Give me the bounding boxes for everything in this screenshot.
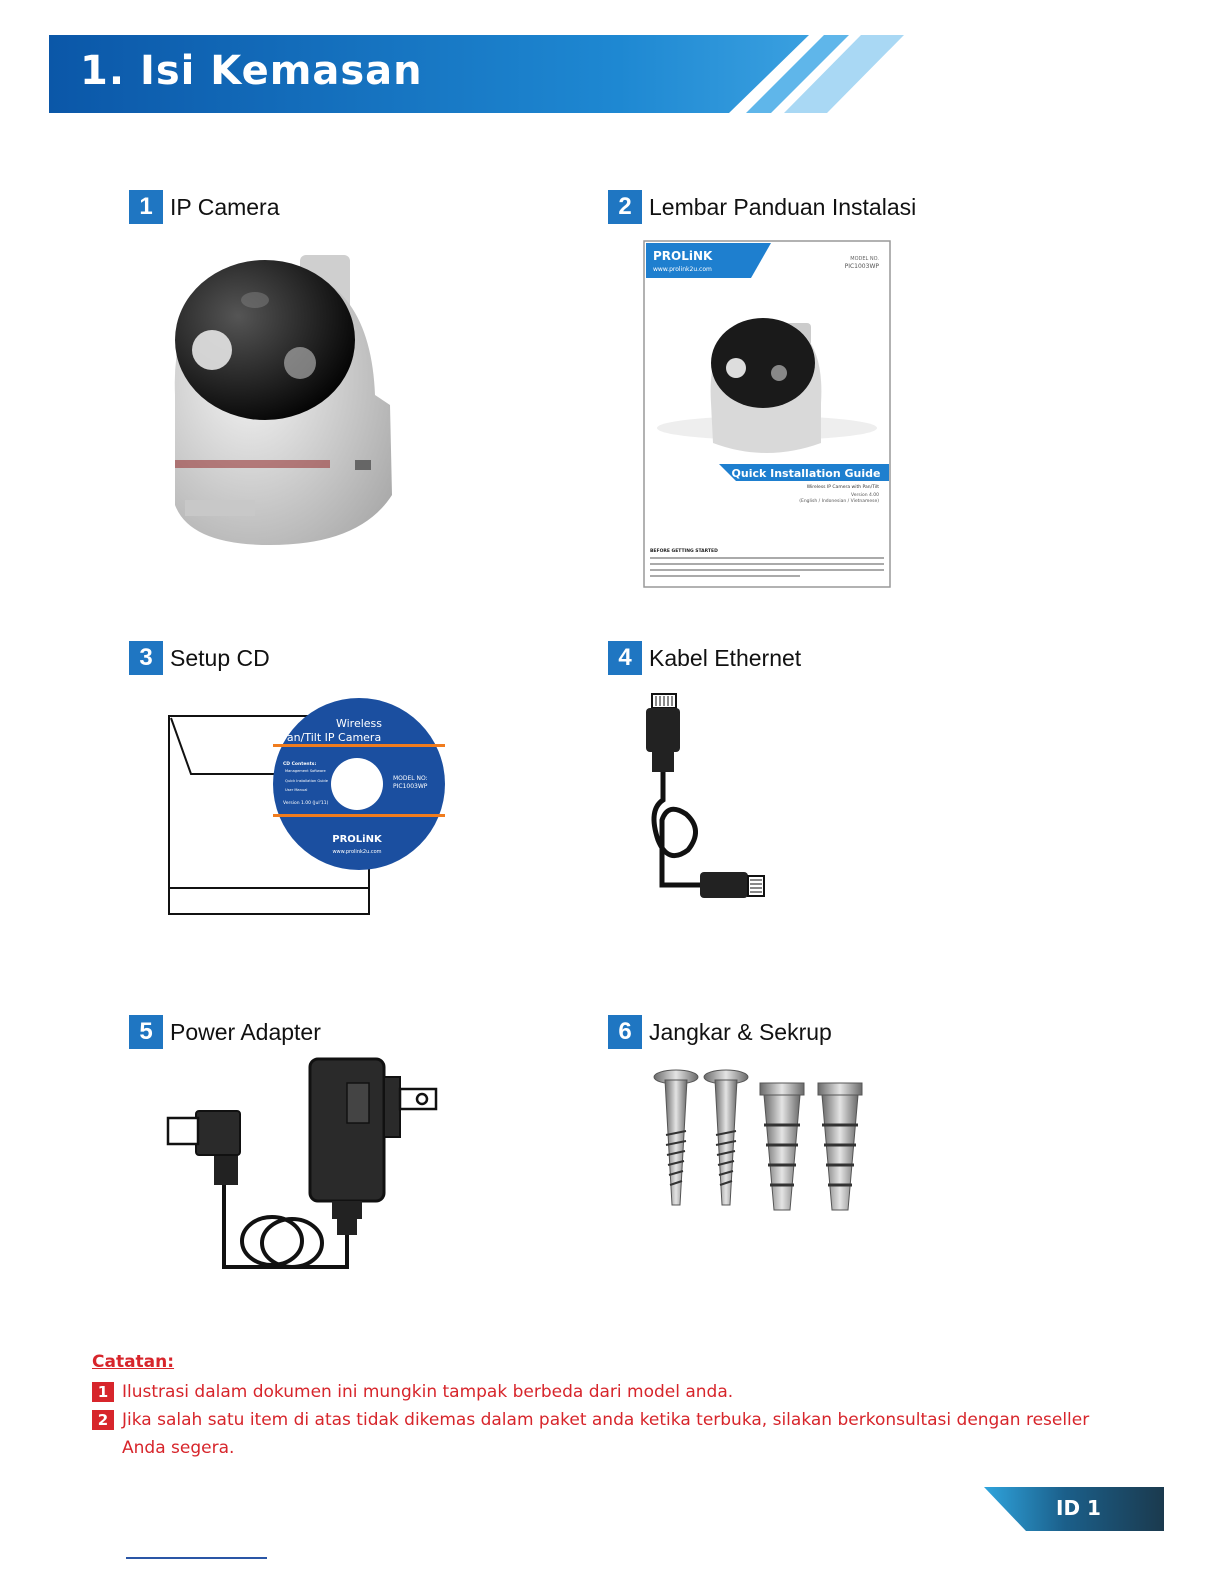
item-label: Setup CD (170, 644, 270, 671)
item-heading-1 (129, 190, 280, 224)
item-number-badge: 2 (608, 190, 642, 224)
guide-banner: Quick Installation Guide (731, 467, 881, 480)
page-number: ID 1 (1056, 1496, 1101, 1520)
item-heading-3 (129, 641, 270, 675)
guide-model: PIC1003WP (844, 263, 879, 270)
cd-model: PIC1003WP (393, 783, 428, 790)
guide-website: www.prolink2u.com (653, 266, 712, 273)
page-number-tab (984, 1487, 1164, 1531)
cd-title-line1: Wireless (335, 717, 383, 730)
wall-anchor-icon (818, 1083, 862, 1210)
notes-title: Catatan: (92, 1352, 175, 1372)
note-number-badge: 2 (92, 1410, 114, 1430)
page-header-banner (49, 35, 909, 115)
anchors-screws-illustration (648, 1065, 883, 1220)
item-number-badge: 6 (608, 1015, 642, 1049)
note-item (92, 1406, 1132, 1462)
cd-title-line2: Pan/Tilt IP Camera (280, 731, 382, 744)
item-heading-2 (608, 190, 916, 224)
footer-rule (126, 1557, 267, 1559)
item-heading-4 (608, 641, 801, 675)
installation-guide-illustration (641, 238, 893, 590)
item-heading-5 (129, 1015, 321, 1049)
cd-contents-title: CD Contents: (283, 762, 317, 767)
note-text: Ilustrasi dalam dokumen ini mungkin tampak berbeda dari model anda. (122, 1382, 734, 1402)
guide-sub2: Version 4.00 (851, 493, 879, 498)
item-label: Jangkar & Sekrup (649, 1018, 832, 1045)
item-number-badge: 3 (129, 641, 163, 675)
guide-sub3: (English / Indonesian / Vietnamese) (799, 499, 879, 504)
guide-section-title: BEFORE GETTING STARTED (650, 549, 718, 554)
item-number-badge: 4 (608, 641, 642, 675)
cd-content-item: Management Software (285, 769, 326, 773)
cd-brand: PROLiNK (332, 834, 382, 845)
notes-section (92, 1352, 1132, 1462)
wall-anchor-icon (760, 1083, 804, 1210)
item-label: IP Camera (170, 193, 280, 220)
item-label: Kabel Ethernet (649, 644, 802, 671)
screw-icon (704, 1070, 748, 1205)
note-number-badge: 1 (92, 1382, 114, 1402)
guide-brand: PROLiNK (653, 249, 713, 263)
screw-icon (654, 1070, 698, 1205)
note-item (92, 1378, 1132, 1406)
item-number-badge: 1 (129, 190, 163, 224)
page-title: 1. Isi Kemasan (80, 48, 423, 94)
cd-version: Version 1.00 (Jul'11) (283, 801, 329, 806)
cd-content-item: Quick Installation Guide (285, 779, 328, 783)
item-label: Power Adapter (170, 1018, 321, 1045)
ip-camera-illustration (160, 245, 400, 555)
ethernet-cable-illustration (640, 690, 780, 915)
guide-sub1: Wireless IP Camera with Pan/Tilt (806, 485, 879, 490)
guide-model-caption: MODEL NO. (850, 256, 879, 262)
note-text: Jika salah satu item di atas tidak dikemas dalam paket anda ketika terbuka, silakan berkonsultasi dengan reseller Anda segera. (122, 1410, 1090, 1458)
item-number-badge: 5 (129, 1015, 163, 1049)
setup-cd-illustration (165, 692, 450, 922)
item-label: Lembar Panduan Instalasi (649, 193, 917, 220)
item-heading-6 (608, 1015, 832, 1049)
power-adapter-illustration (162, 1055, 447, 1280)
cd-content-item: User Manual (285, 788, 308, 792)
cd-model-caption: MODEL NO: (393, 775, 428, 782)
cd-website: www.prolink2u.com (332, 849, 382, 855)
